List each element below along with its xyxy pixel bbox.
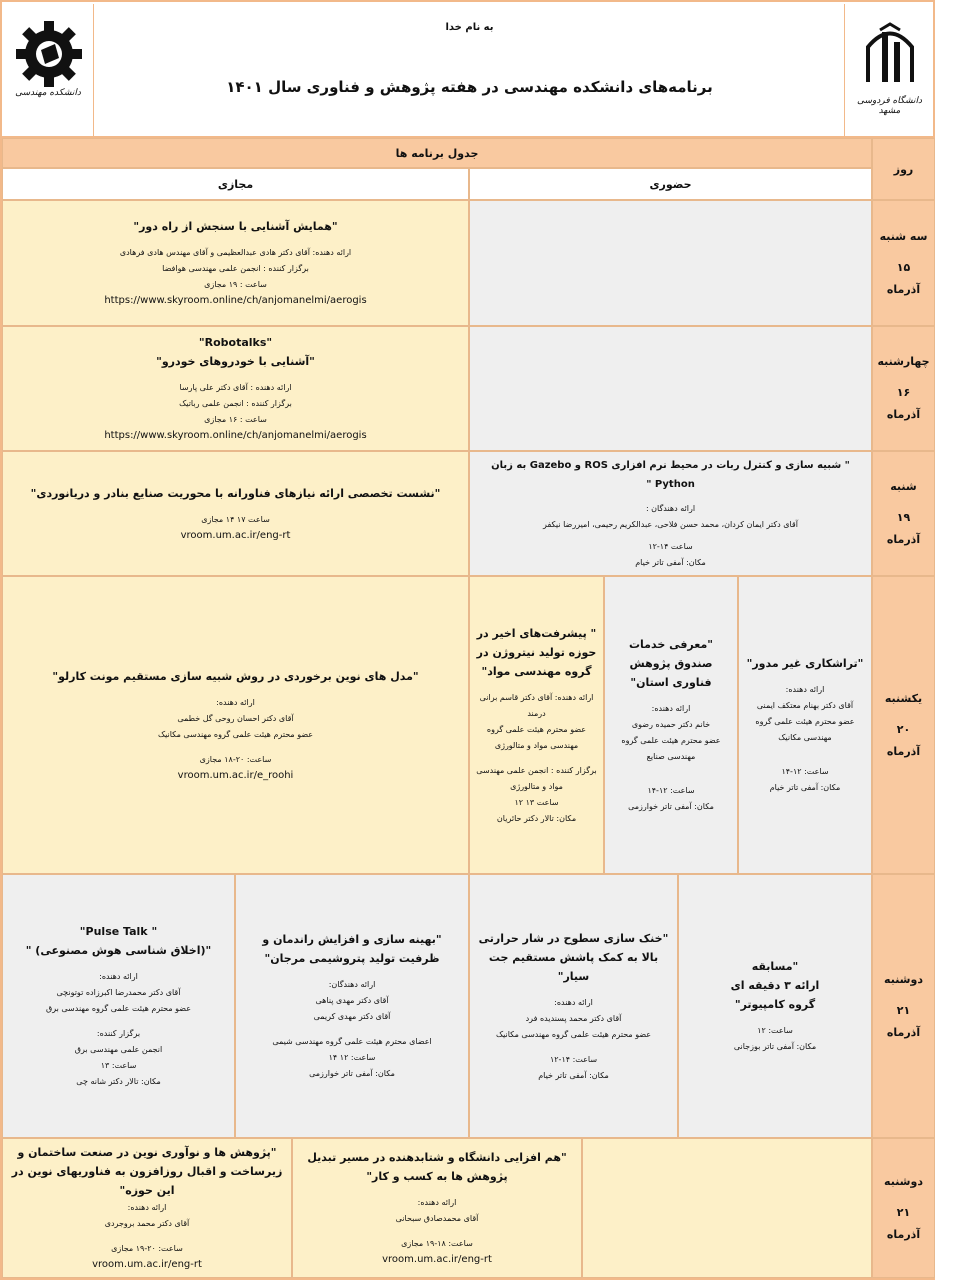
inperson-cell-empty	[469, 326, 872, 451]
event-link[interactable]: vroom.um.ac.ir/eng-rt	[92, 1259, 202, 1270]
event-time: ساعت: ۱۳	[100, 1061, 137, 1070]
event-time: ساعت ۱۳ ۱۲	[514, 797, 559, 807]
event-title: " شبیه سازی و کنترل ربات در محیط نرم افزاری ROS و Gazebo به زبان Python "	[491, 460, 850, 490]
event-presenter: ارائه دهنده: آقای دکتر هادی عبدالعظیمی و آقای مهندس هادی فرهادی	[119, 248, 352, 257]
event-cell	[2, 200, 469, 326]
event-title: "نشست تخصصی ارائه نیازهای فناورانه با محوریت صنایع بنادر و دریانوردی"	[30, 486, 441, 500]
event-affiliation: عضو محترم هیئت علمی گروه مهندسی صنایع	[621, 736, 721, 761]
event-cell	[469, 576, 604, 874]
event-title-line2: ارائه ۳ دقیقه ای	[730, 979, 820, 992]
event-cell-empty	[582, 1138, 872, 1278]
event-organizer: برگزار کننده : انجمن علمی مهندسی هوافضا	[162, 264, 309, 273]
event-affiliation: اعضای محترم هیئت علمی گروه مهندسی شیمی	[272, 1037, 432, 1046]
virtual-column-header	[2, 168, 469, 200]
event-cell	[469, 451, 872, 576]
schedule-table	[0, 138, 935, 1280]
event-time: ساعت ۱۴-۱۲	[648, 542, 693, 551]
event-place: مکان: آمفی تاتر خوارزمی	[309, 1069, 395, 1078]
faculty-logo-caption: دانشکده مهندسی	[15, 88, 81, 98]
event-presenter-label: ارائه دهنده:	[651, 704, 691, 713]
event-presenter-label: ارائه دهنده:	[127, 1203, 167, 1212]
day-cell	[872, 576, 935, 874]
event-link[interactable]: https://www.skyroom.online/ch/anjomanelmi/aerogis	[104, 430, 367, 441]
event-presenter-label: ارائه دهنده:	[785, 685, 825, 694]
day-cell	[872, 874, 935, 1138]
event-title: "آشنایی با خودروهای خودرو"	[156, 355, 315, 368]
event-affiliation: عضو محترم هیئت علمی گروه مهندسی مکانیک	[755, 717, 855, 742]
table-heading-label: جدول برنامه ها	[395, 146, 479, 160]
day-column-header	[872, 138, 935, 200]
faculty-logo	[4, 4, 94, 138]
day-column-label: روز	[893, 162, 914, 176]
day-name: دوشنبه	[884, 1174, 923, 1188]
event-presenter: آقای دکتر مهدی پناهی	[315, 996, 389, 1005]
event-title-en: "Robotalks"	[198, 336, 273, 349]
event-place: مکان: آمفی تاتر خوارزمی	[628, 802, 714, 811]
day-number: ۲۱	[896, 1205, 911, 1219]
event-presenter: آقای دکتر محمدرضا اکبرزاده توتونچی	[56, 988, 181, 997]
event-place: مکان: تالار دکتر شانه چی	[76, 1077, 161, 1086]
day-number: ۲۱	[896, 1003, 911, 1017]
event-affiliation: عضو محترم هیئت علمی گروه مهندسی مکانیک	[495, 1029, 652, 1039]
event-place: مکان: آمفی تاتر خیام	[635, 558, 706, 567]
day-name: یکشنبه	[884, 691, 923, 705]
university-logo	[844, 4, 935, 138]
day-number: ۱۹	[896, 511, 911, 524]
event-cell	[678, 874, 872, 1138]
event-organizer-label: برگزار کننده:	[96, 1029, 141, 1038]
event-time: ساعت: ۱۲ ۱۴	[328, 1053, 376, 1062]
event-time: ساعت: ۱۲-۱۴	[647, 786, 695, 795]
event-link[interactable]: vroom.um.ac.ir/eng-rt	[382, 1254, 492, 1265]
event-time: ساعت: ۱۲	[757, 1026, 793, 1035]
event-title: "پژوهش ها و نوآوری نوین در صنعت ساختمان و زیرساخت و اقبال روزافزون به فناوریهای نوین در این حوزه"	[11, 1146, 283, 1197]
event-time: ساعت : ۱۹ مجازی	[204, 280, 267, 289]
day-cell	[872, 1138, 935, 1278]
virtual-column-label: مجازی	[217, 177, 254, 191]
day-number: ۱۶	[896, 386, 911, 399]
event-title-line3: گروه کامپیوتر"	[734, 998, 816, 1011]
day-name: دوشنبه	[884, 972, 923, 986]
day-number: ۱۵	[896, 260, 911, 274]
event-presenter: ارائه دهنده: آقای دکتر قاسم برانی درمند	[479, 692, 594, 718]
event-presenters: آقای دکتر ایمان کردان، محمد حسن فلاحی، عبدالکریم رحیمی، امیررضا نیکفر	[543, 519, 798, 529]
inperson-column-header	[469, 168, 872, 200]
event-presenter: خانم دکتر حمیده رضوی	[631, 720, 711, 729]
event-cell	[235, 874, 469, 1138]
event-presenters-label: ارائه دهندگان :	[645, 503, 696, 513]
inperson-cell-empty	[469, 200, 872, 326]
event-cell	[2, 326, 469, 451]
event-presenter: ارائه دهنده : آقای دکتر علی پارسا	[179, 383, 292, 392]
event-presenter: آقای دکتر مهدی کریمی	[313, 1012, 391, 1021]
day-number: ۲۰	[896, 722, 911, 736]
event-presenter: آقای دکتر محمد بروجردی	[104, 1219, 190, 1228]
event-link[interactable]: https://www.skyroom.online/ch/anjomanelmi/aerogis	[104, 295, 367, 306]
event-time: ساعت: ۲۰-۱۸ مجازی	[199, 754, 272, 764]
day-name: شنبه	[890, 480, 917, 493]
event-cell	[469, 874, 678, 1138]
event-cell	[292, 1138, 582, 1278]
day-cell	[872, 326, 935, 451]
event-place: مکان: آمفی تاتر خیام	[538, 1070, 609, 1080]
table-heading	[2, 138, 872, 168]
event-place: مکان: آمفی تاتر خیام	[769, 783, 841, 792]
inperson-column-label: حضوری	[649, 177, 692, 191]
event-cell	[2, 1138, 292, 1278]
event-title: "مدل های نوین برخوردی در روش شبیه سازی مستقیم مونت کارلو"	[52, 669, 419, 683]
event-title: "تراشکاری غیر مدور"	[746, 657, 864, 670]
event-place: مکان: آمفی تاتر بوزجانی	[733, 1042, 817, 1051]
event-cell	[2, 451, 469, 576]
event-presenter-label: ارائه دهنده:	[554, 997, 593, 1007]
event-cell	[604, 576, 738, 874]
day-name: سه شنبه	[879, 229, 928, 243]
day-month: آذرماه	[886, 282, 921, 296]
event-presenter: آقای دکتر بهنام معتکف ایمنی	[756, 701, 854, 710]
event-presenter: آقای دکتر محمد پسندیده فرد	[525, 1013, 622, 1023]
university-logo-caption: دانشگاه فردوسی مشهد	[857, 96, 922, 116]
event-presenter: آقای محمدصادق سبحانی	[395, 1214, 479, 1223]
page-title: برنامه‌های دانشکده مهندسی در هفته پژوهش و فناوری سال ۱۴۰۱	[226, 78, 713, 96]
event-link[interactable]: vroom.um.ac.ir/eng-rt	[180, 529, 291, 541]
event-title: "معرفی خدمات صندوق پژوهش فناوری استان"	[628, 638, 714, 689]
event-affiliation: عضو محترم هیئت علمی گروه مهندسی مواد و متالورژی	[486, 724, 587, 750]
day-month: آذرماه	[886, 533, 921, 546]
event-time: ساعت: ۱۸-۱۹ مجازی	[401, 1239, 473, 1248]
event-organizer: انجمن علمی مهندسی برق	[74, 1045, 163, 1054]
event-time: ساعت: ۲۰-۱۹ مجازی	[111, 1244, 183, 1253]
day-month: آذرماه	[886, 408, 921, 421]
event-organizer: برگزار کننده : انجمن علمی رباتیک	[179, 399, 292, 408]
event-time: ساعت : ۱۶ مجازی	[204, 415, 267, 424]
university-emblem-icon	[860, 22, 920, 92]
event-title: "(اخلاق شناسی هوش مصنوعی) "	[25, 944, 212, 957]
event-title: "هم افزایی دانشگاه و شتابدهنده در مسیر تبدیل پژوهش ها به کسب و کار"	[307, 1151, 567, 1183]
event-title: "خنک سازی سطوح در شار حرارتی بالا به کمک پاشش مستقیم جت سیار"	[478, 931, 669, 983]
header	[0, 0, 935, 138]
bismillah: به نام خدا	[445, 22, 494, 33]
event-organizer: برگزار کننده : انجمن علمی مهندسی مواد و متالورژی	[476, 765, 597, 791]
event-title: " پیشرفت‌های اخیر در حوزه تولید نیتروژن در گروه مهندسی مواد"	[476, 626, 597, 678]
event-presenter-label: ارائه دهنده:	[417, 1198, 457, 1207]
day-name: چهارشنبه	[877, 355, 930, 368]
event-time: ساعت: ۱۴-۱۲	[549, 1054, 598, 1064]
event-presenters-label: ارائه دهندگان:	[328, 980, 376, 989]
event-cell	[2, 874, 235, 1138]
event-cell	[738, 576, 872, 874]
event-presenter: آقای دکتر احسان روحی گل خطمی	[177, 713, 294, 723]
event-title: "بهینه سازی و افزایش راندمان و ظرفیت تولید پتروشیمی مرجان"	[262, 933, 442, 965]
day-cell	[872, 451, 935, 576]
day-month: آذرماه	[886, 1227, 921, 1241]
event-title: "همایش آشنایی با سنجش از راه دور"	[133, 220, 338, 233]
event-title: "مسابقه	[751, 960, 799, 973]
event-time: ساعت ۱۷ ۱۴ مجازی	[201, 514, 270, 524]
event-link[interactable]: vroom.um.ac.ir/e_roohi	[177, 769, 294, 781]
day-cell	[872, 200, 935, 326]
event-affiliation: عضو محترم هیئت علمی گروه مهندسی مکانیک	[157, 729, 314, 739]
event-place: مکان: تالار دکتر حائریان	[496, 813, 577, 823]
day-month: آذرماه	[886, 744, 921, 758]
event-cell	[2, 576, 469, 874]
event-time: ساعت: ۱۲-۱۴	[781, 767, 829, 776]
event-presenter-label: ارائه دهنده:	[216, 697, 255, 707]
event-presenter-label: ارائه دهنده:	[99, 972, 138, 981]
event-affiliation: عضو محترم هیئت علمی گروه مهندسی برق	[45, 1004, 192, 1013]
day-month: آذرماه	[886, 1025, 921, 1039]
event-title-en: " Pulse Talk"	[79, 925, 158, 938]
